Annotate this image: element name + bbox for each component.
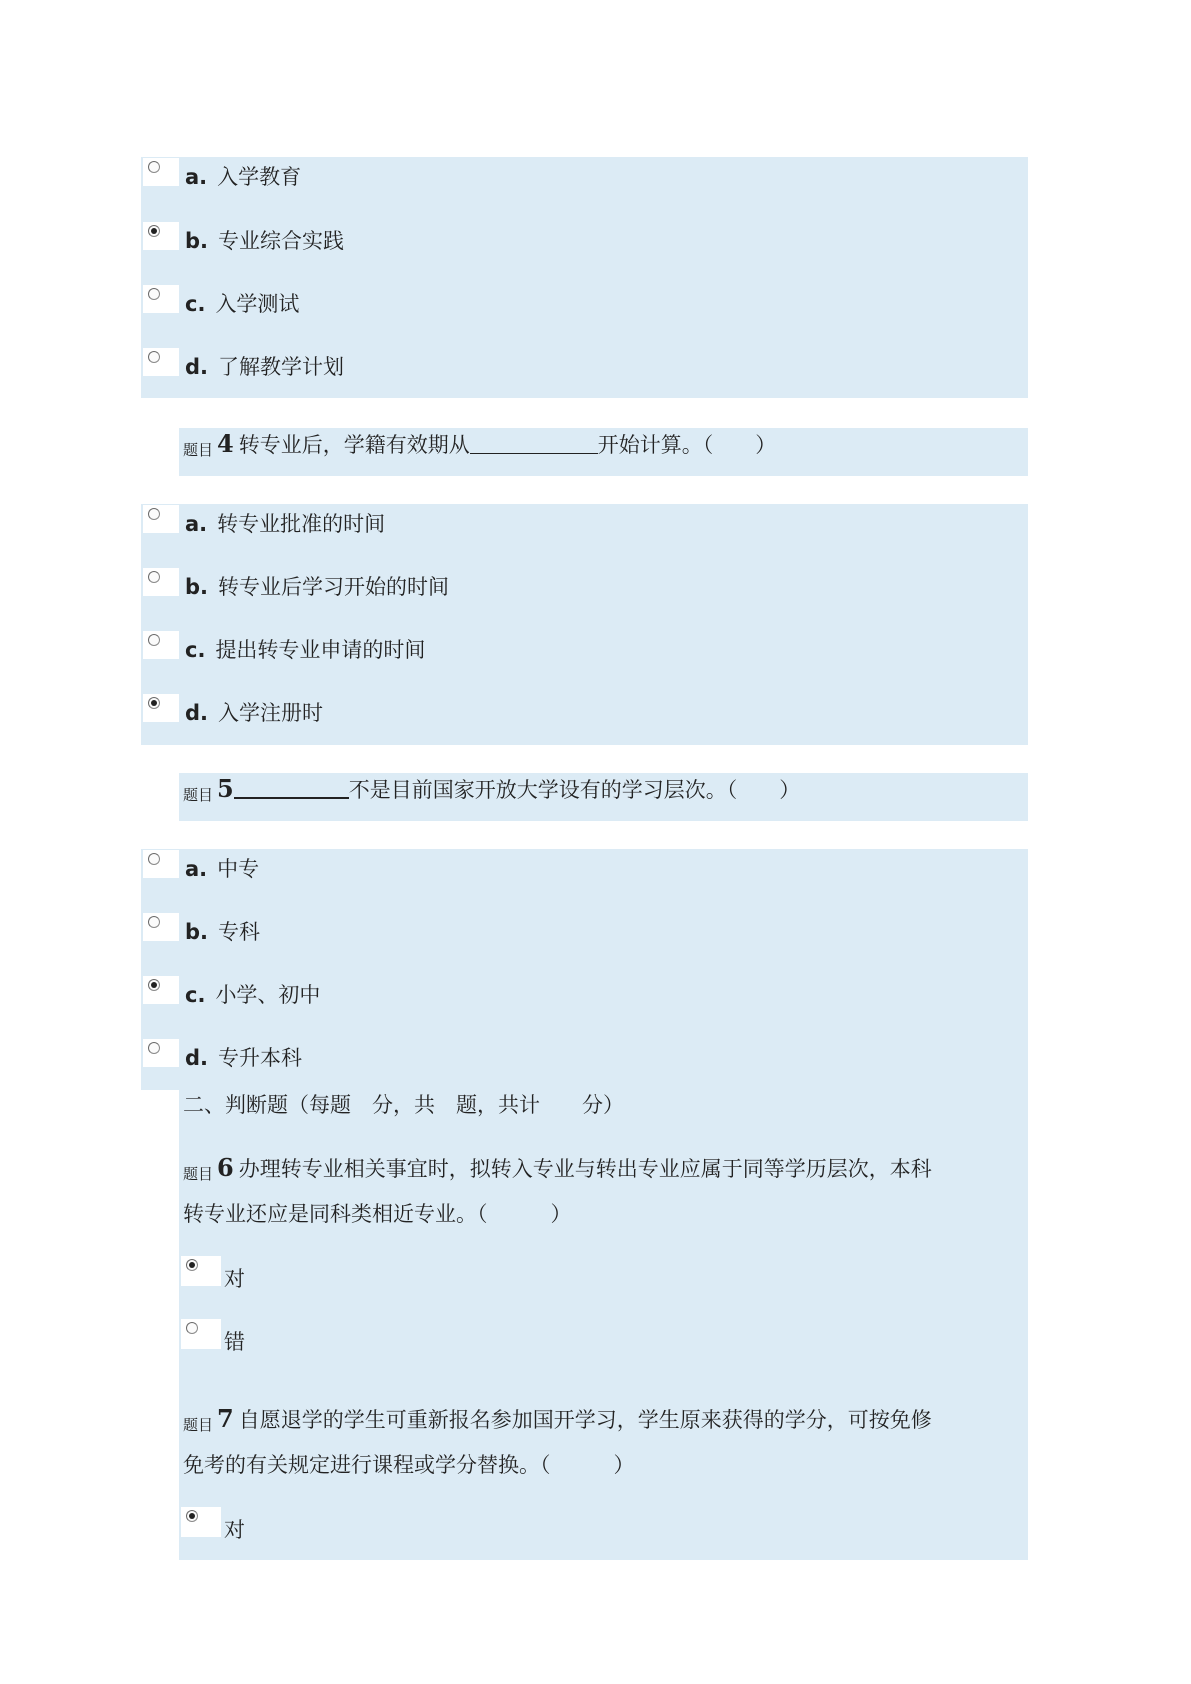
q4-option-c xyxy=(185,635,425,665)
q7-true-radio[interactable] xyxy=(181,1507,221,1537)
q7-question-line2: 免考的有关规定进行课程或学分替换。（ ） xyxy=(183,1453,635,1477)
q4-question xyxy=(183,429,776,465)
question-label: 题目 xyxy=(183,1416,214,1434)
question-label: 题目 xyxy=(183,786,214,804)
q3-option-a-radio[interactable] xyxy=(143,158,179,186)
option-text: 提出转专业申请的时间 xyxy=(215,638,426,662)
radio-off-icon xyxy=(148,508,160,520)
option-key: c. xyxy=(185,292,206,316)
q3-option-c xyxy=(185,289,299,319)
q5-option-b xyxy=(185,917,260,947)
option-text: 转专业批准的时间 xyxy=(217,512,386,536)
q3-option-b xyxy=(185,226,344,256)
question-number: 5 xyxy=(217,774,234,803)
answer-blank xyxy=(470,433,598,454)
option-text: 入学注册时 xyxy=(218,701,324,725)
q5-option-b-radio[interactable] xyxy=(143,913,179,941)
question-number: 6 xyxy=(217,1153,234,1182)
option-key: c. xyxy=(185,983,206,1007)
radio-selected-icon xyxy=(148,697,160,709)
q5-option-a xyxy=(185,854,259,884)
option-key: b. xyxy=(185,229,209,253)
radio-selected-icon xyxy=(148,225,160,237)
q6-question-line1 xyxy=(183,1153,932,1189)
q6-false-radio[interactable] xyxy=(181,1319,221,1349)
q5-option-d-radio[interactable] xyxy=(143,1039,179,1067)
question-number: 7 xyxy=(217,1404,234,1433)
q6-true-label: 对 xyxy=(224,1267,245,1291)
option-text: 专科 xyxy=(218,920,261,944)
radio-off-icon xyxy=(148,916,160,928)
option-text: 中专 xyxy=(217,857,260,881)
option-text: 入学测试 xyxy=(215,292,300,316)
option-key: d. xyxy=(185,1046,209,1070)
option-key: d. xyxy=(185,701,209,725)
q4-option-b xyxy=(185,572,449,602)
radio-off-icon xyxy=(148,351,160,363)
q4-option-a-radio[interactable] xyxy=(143,505,179,533)
question-number: 4 xyxy=(217,429,234,458)
question-text-before: 转专业后，学籍有效期从 xyxy=(238,433,470,457)
q5-option-c xyxy=(185,980,320,1010)
option-text: 转专业后学习开始的时间 xyxy=(218,575,450,599)
q3-option-c-radio[interactable] xyxy=(143,285,179,313)
option-key: d. xyxy=(185,355,209,379)
radio-off-icon xyxy=(148,853,160,865)
question-text: 办理转专业相关事宜时，拟转入专业与转出专业应属于同等学历层次，本科 xyxy=(238,1157,932,1181)
radio-selected-icon xyxy=(148,979,160,991)
question-label: 题目 xyxy=(183,1165,214,1183)
q7-true-label: 对 xyxy=(224,1518,245,1542)
q7-question-line1 xyxy=(183,1404,932,1440)
option-key: c. xyxy=(185,638,206,662)
option-text: 小学、初中 xyxy=(215,983,321,1007)
q4-option-b-radio[interactable] xyxy=(143,568,179,596)
answer-blank xyxy=(234,777,349,799)
radio-off-icon xyxy=(186,1322,198,1334)
q3-option-d-radio[interactable] xyxy=(143,348,179,376)
radio-off-icon xyxy=(148,634,160,646)
question-label: 题目 xyxy=(183,441,214,459)
q5-question xyxy=(183,774,800,810)
radio-selected-icon xyxy=(186,1259,198,1271)
option-text: 专业综合实践 xyxy=(218,229,345,253)
radio-selected-icon xyxy=(186,1510,198,1522)
q6-false-label: 错 xyxy=(224,1330,245,1354)
radio-off-icon xyxy=(148,1042,160,1054)
q6-question-line2: 转专业还应是同科类相近专业。（ ） xyxy=(183,1202,572,1226)
q5-option-d xyxy=(185,1043,302,1073)
option-key: b. xyxy=(185,575,209,599)
q3-option-b-radio[interactable] xyxy=(143,222,179,250)
q5-option-a-radio[interactable] xyxy=(143,850,179,878)
radio-off-icon xyxy=(148,288,160,300)
q4-option-a xyxy=(185,509,385,539)
option-key: a. xyxy=(185,165,208,189)
option-text: 入学教育 xyxy=(217,165,302,189)
option-key: a. xyxy=(185,512,208,536)
section-heading: 二、判断题（每题 分，共 题，共计 分） xyxy=(183,1093,624,1117)
q4-option-d-radio[interactable] xyxy=(143,694,179,722)
q4-option-d xyxy=(185,698,323,728)
question-text: 自愿退学的学生可重新报名参加国开学习，学生原来获得的学分，可按免修 xyxy=(238,1408,932,1432)
q3-option-d xyxy=(185,352,344,382)
option-text: 了解教学计划 xyxy=(218,355,345,379)
q5-option-c-radio[interactable] xyxy=(143,976,179,1004)
q3-option-a xyxy=(185,162,301,192)
question-text-after: 开始计算。（ ） xyxy=(597,433,777,457)
q4-option-c-radio[interactable] xyxy=(143,631,179,659)
radio-off-icon xyxy=(148,161,160,173)
radio-off-icon xyxy=(148,571,160,583)
option-text: 专升本科 xyxy=(218,1046,303,1070)
question-text-after: 不是目前国家开放大学设有的学习层次。（ ） xyxy=(348,778,801,802)
option-key: a. xyxy=(185,857,208,881)
q6-true-radio[interactable] xyxy=(181,1256,221,1286)
option-key: b. xyxy=(185,920,209,944)
